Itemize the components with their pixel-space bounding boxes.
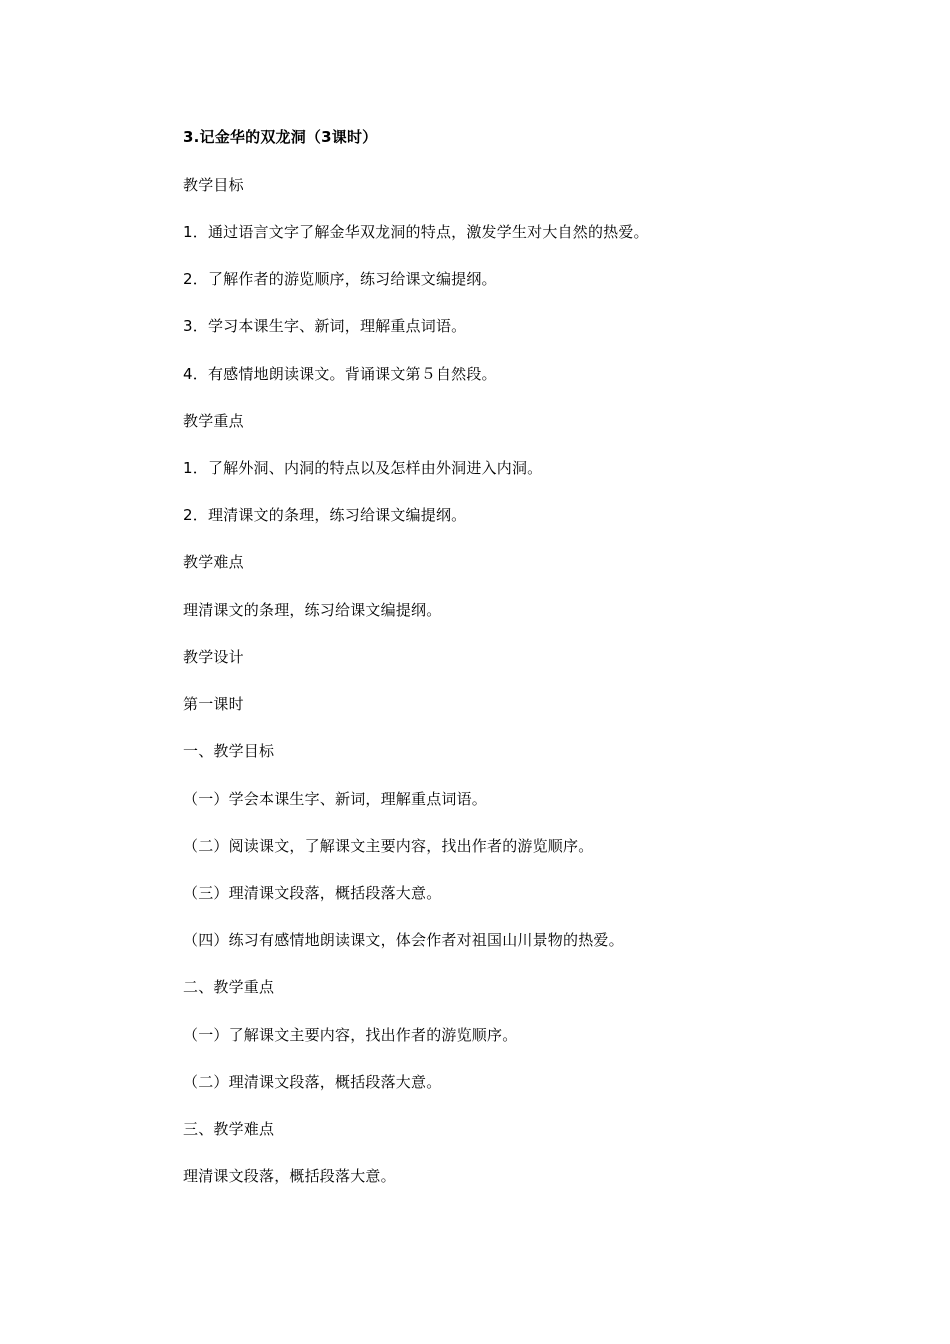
lesson-goal-item-3: （三）理清课文段落，概括段落大意。 — [183, 884, 442, 902]
document-title: 3.记金华的双龙洞（3课时） — [183, 128, 378, 146]
goal-item-1: 1．通过语言文字了解金华双龙洞的特点，激发学生对大自然的热爱。 — [183, 223, 649, 241]
lesson-goal-item-4: （四）练习有感情地朗读课文，体会作者对祖国山川景物的热爱。 — [183, 931, 624, 949]
section-heading-difficulties: 教学难点 — [183, 553, 244, 571]
section-heading-teaching-goals: 教学目标 — [183, 176, 244, 194]
goal-item-4: 4．有感情地朗读课文。背诵课文第５自然段。 — [183, 365, 497, 383]
lesson-key-point-item-2: （二）理清课文段落，概括段落大意。 — [183, 1073, 442, 1091]
key-point-item-2: 2．理清课文的条理，练习给课文编提纲。 — [183, 506, 467, 524]
lesson-heading-first: 第一课时 — [183, 695, 244, 713]
lesson-key-point-item-1: （一）了解课文主要内容，找出作者的游览顺序。 — [183, 1026, 518, 1044]
section-heading-key-points: 教学重点 — [183, 412, 244, 430]
subsection-heading-goals: 一、教学目标 — [183, 742, 275, 760]
subsection-heading-difficulties: 三、教学难点 — [183, 1120, 275, 1138]
goal-item-3: 3．学习本课生字、新词，理解重点词语。 — [183, 317, 467, 335]
lesson-goal-item-2: （二）阅读课文，了解课文主要内容，找出作者的游览顺序。 — [183, 837, 594, 855]
lesson-difficulty-text: 理清课文段落，概括段落大意。 — [183, 1167, 396, 1185]
difficulty-text: 理清课文的条理，练习给课文编提纲。 — [183, 601, 442, 619]
goal-item-2: 2．了解作者的游览顺序，练习给课文编提纲。 — [183, 270, 497, 288]
key-point-item-1: 1．了解外洞、内洞的特点以及怎样由外洞进入内洞。 — [183, 459, 543, 477]
lesson-goal-item-1: （一）学会本课生字、新词，理解重点词语。 — [183, 790, 488, 808]
section-heading-design: 教学设计 — [183, 648, 244, 666]
subsection-heading-key-points: 二、教学重点 — [183, 978, 275, 996]
